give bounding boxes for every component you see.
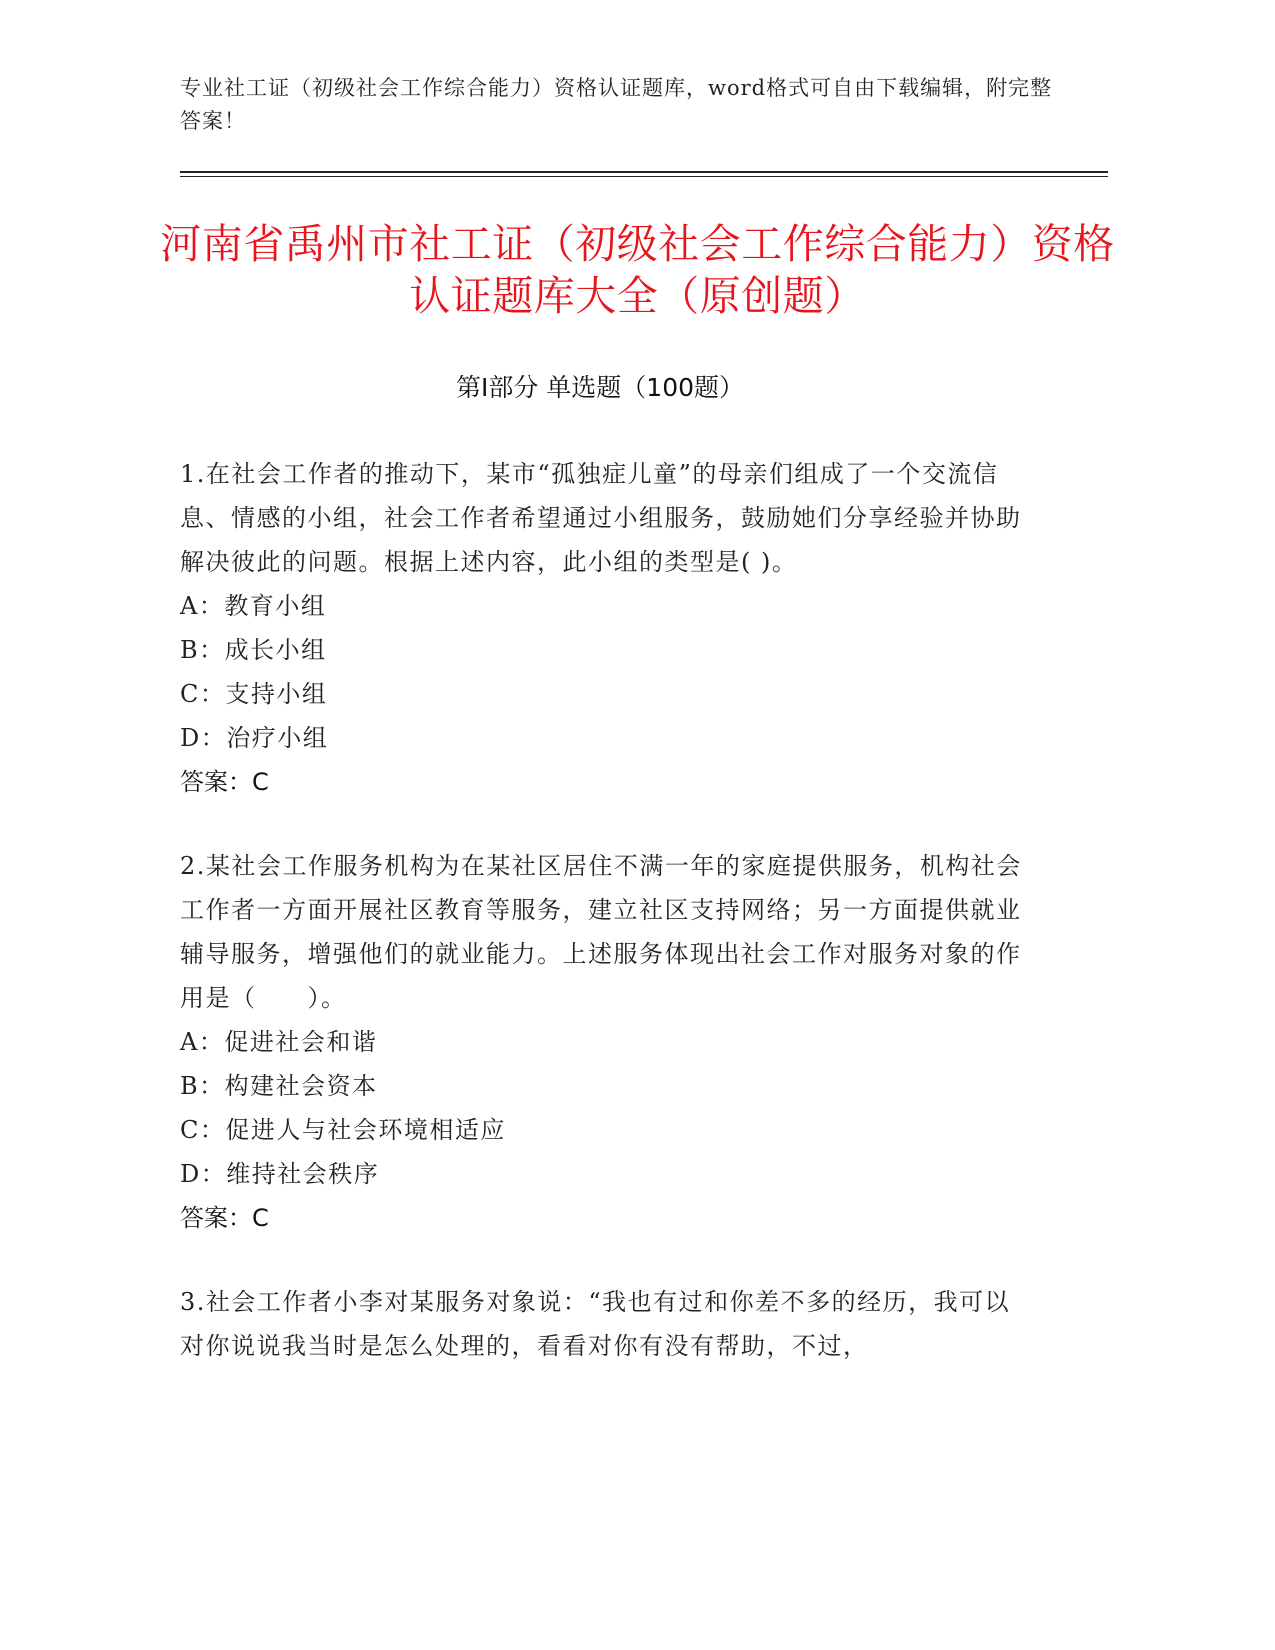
option-a: A：促进社会和谐 [180, 1028, 378, 1056]
question-stem: 1.在社会工作者的推动下，某市“孤独症儿童”的母亲们组成了一个交流信息、情感的小组，社会工作者希望通过小组服务，鼓励她们分享经验并协助解决彼此的问题。根据上述内容，此小组的类型是( )。 [180, 460, 1022, 576]
option-c: C：促进人与社会环境相适应 [180, 1116, 506, 1144]
option-c: C：支持小组 [180, 680, 328, 708]
option-b: B：成长小组 [180, 636, 327, 664]
option-b: B：构建社会资本 [180, 1072, 378, 1100]
header-rule-thick [180, 171, 1108, 173]
document-title: 河南省禹州市社工证（初级社会工作综合能力）资格认证题库大全（原创题） [160, 220, 1115, 320]
question-1 [180, 452, 1030, 804]
header-note: 专业社工证（初级社会工作综合能力）资格认证题库，word格式可自由下载编辑，附完整答案！ [180, 76, 1053, 133]
option-d: D：维持社会秩序 [180, 1160, 380, 1188]
header-rule-thin [180, 176, 1108, 177]
answer: 答案：C [180, 1204, 269, 1232]
question-2 [180, 844, 1030, 1240]
question-stem: 3.社会工作者小李对某服务对象说：“我也有过和你差不多的经历，我可以对你说说我当时是怎么处理的，看看对你有没有帮助，不过， [180, 1288, 1011, 1360]
answer: 答案：C [180, 768, 269, 796]
question-stem: 2.某社会工作服务机构为在某社区居住不满一年的家庭提供服务，机构社会工作者一方面开展社区教育等服务，建立社区支持网络；另一方面提供就业辅导服务，增强他们的就业能力。上述服务体现出社会工作对服务对象的作用是（ ）。 [180, 852, 1022, 1012]
question-list [180, 452, 1030, 1408]
option-d: D：治疗小组 [180, 724, 329, 752]
option-a: A：教育小组 [180, 592, 327, 620]
section-heading: 第Ⅰ部分 单选题（100题） [455, 373, 745, 402]
question-3 [180, 1280, 1030, 1368]
